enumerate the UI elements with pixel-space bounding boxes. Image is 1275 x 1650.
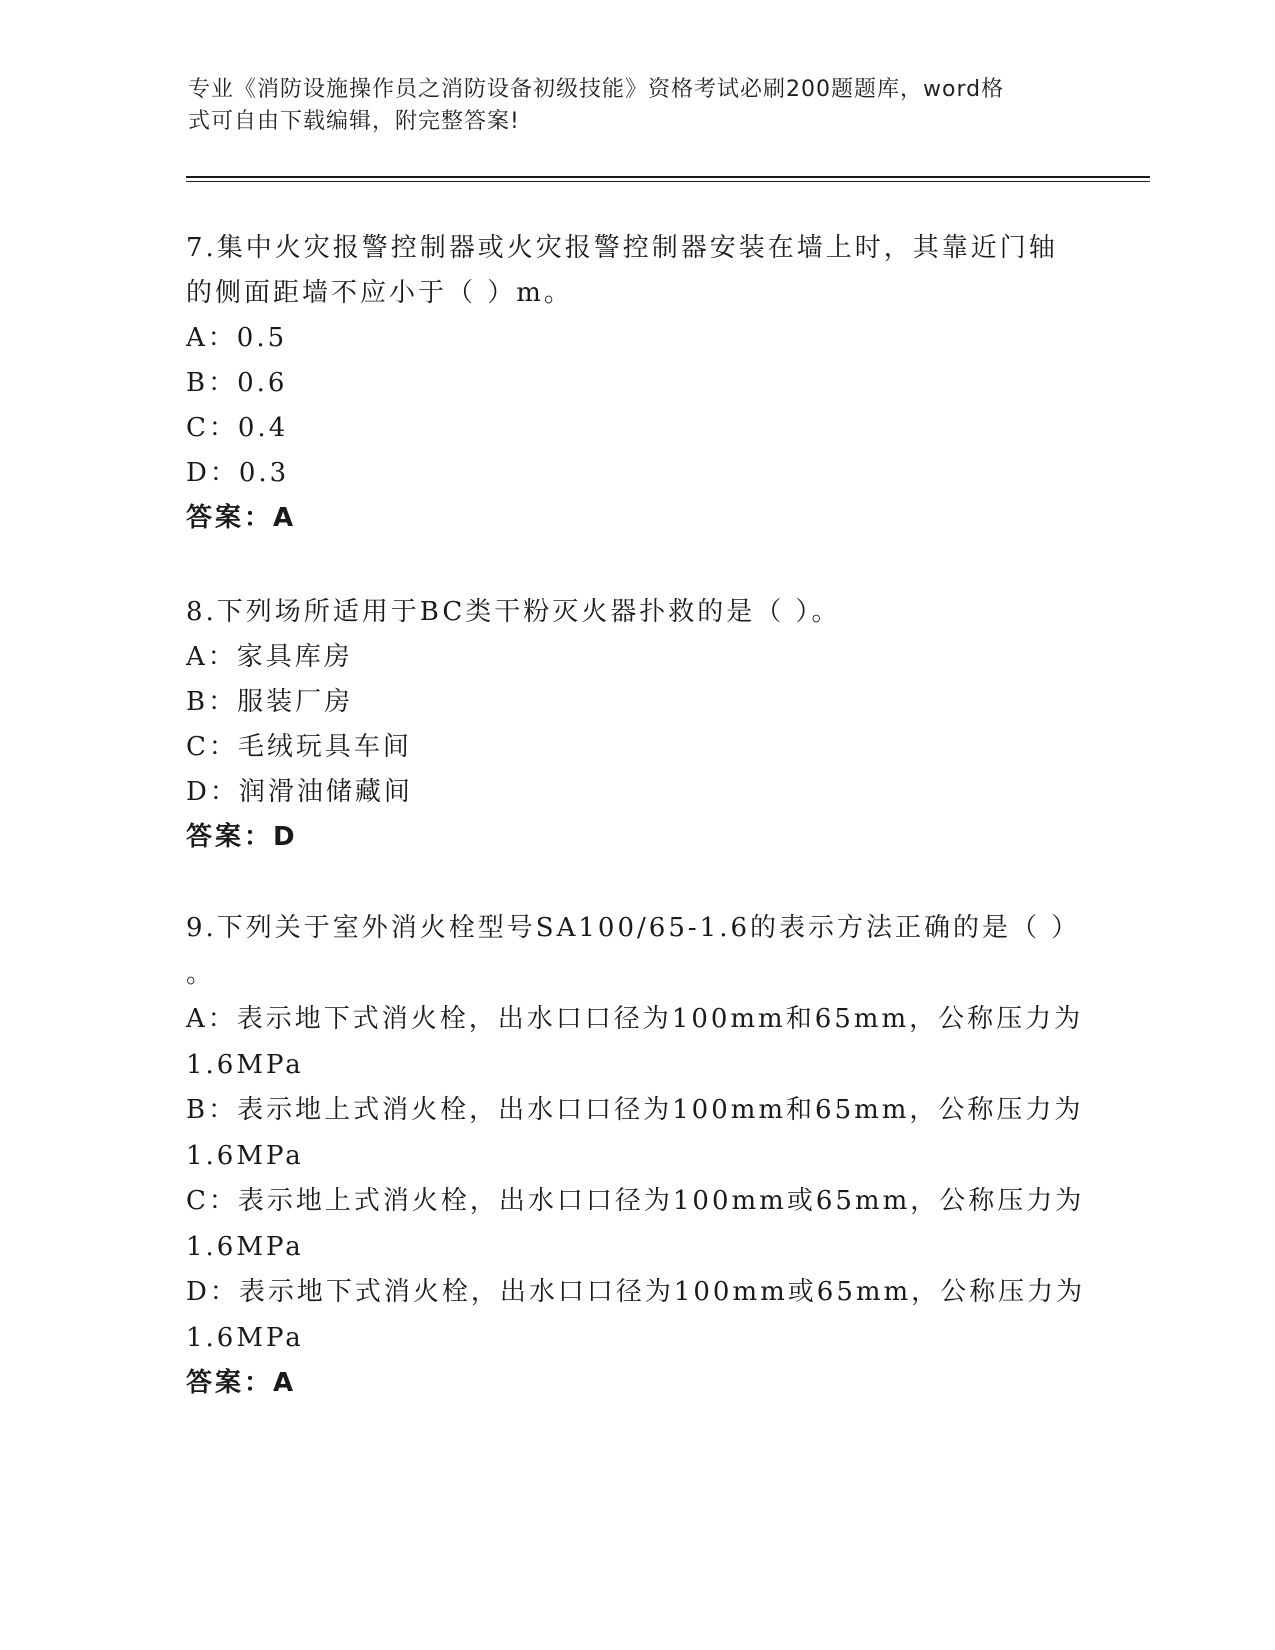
option-d-continued: 1.6MPa [186, 1322, 304, 1353]
option-d: D：表示地下式消火栓，出水口口径为100mm或65mm，公称压力为 [186, 1277, 1086, 1307]
option-c: C：表示地上式消火栓，出水口口径为100mm或65mm，公称压力为 [186, 1186, 1085, 1216]
header-line-1: 专业《消防设施操作员之消防设备初级技能》资格考试必刷200题题库，word格 [188, 77, 1005, 102]
option-a: A：0.5 [186, 323, 288, 353]
question-8 [186, 590, 1066, 860]
option-b: B：表示地上式消火栓，出水口口径为100mm和65mm，公称压力为 [186, 1095, 1084, 1125]
question-stem: 7.集中火灾报警控制器或火灾报警控制器安装在墙上时，其靠近门轴 [186, 233, 1058, 263]
question-stem: 9.下列关于室外消火栓型号SA100/65-1.6的表示方法正确的是（ ） [186, 913, 1081, 943]
header-divider-thin [186, 181, 1150, 182]
option-a: A：表示地下式消火栓，出水口口径为100mm和65mm，公称压力为 [186, 1004, 1084, 1034]
option-b-continued: 1.6MPa [186, 1140, 304, 1171]
option-b: B：服装厂房 [186, 687, 354, 717]
document-header [188, 74, 1068, 138]
option-a: A：家具库房 [186, 642, 353, 672]
option-c: C：毛绒玩具车间 [186, 732, 412, 762]
question-stem: 8.下列场所适用于BC类干粉灭火器扑救的是（ ）。 [186, 597, 841, 627]
answer: 答案：A [186, 1368, 297, 1398]
answer: 答案：D [186, 822, 298, 852]
header-divider-thick [186, 176, 1150, 178]
option-c-continued: 1.6MPa [186, 1231, 304, 1262]
option-a-continued: 1.6MPa [186, 1049, 304, 1080]
question-stem: 的侧面距墙不应小于（ ）m。 [186, 278, 573, 308]
option-b: B：0.6 [186, 368, 288, 398]
option-d: D：润滑油储藏间 [186, 777, 413, 807]
question-stem: 。 [186, 958, 216, 989]
question-7 [186, 226, 1066, 541]
question-9 [186, 906, 1086, 1407]
header-line-2: 式可自由下载编辑，附完整答案! [188, 109, 520, 134]
answer: 答案：A [186, 503, 297, 533]
option-c: C：0.4 [186, 413, 289, 443]
option-d: D：0.3 [186, 458, 290, 488]
